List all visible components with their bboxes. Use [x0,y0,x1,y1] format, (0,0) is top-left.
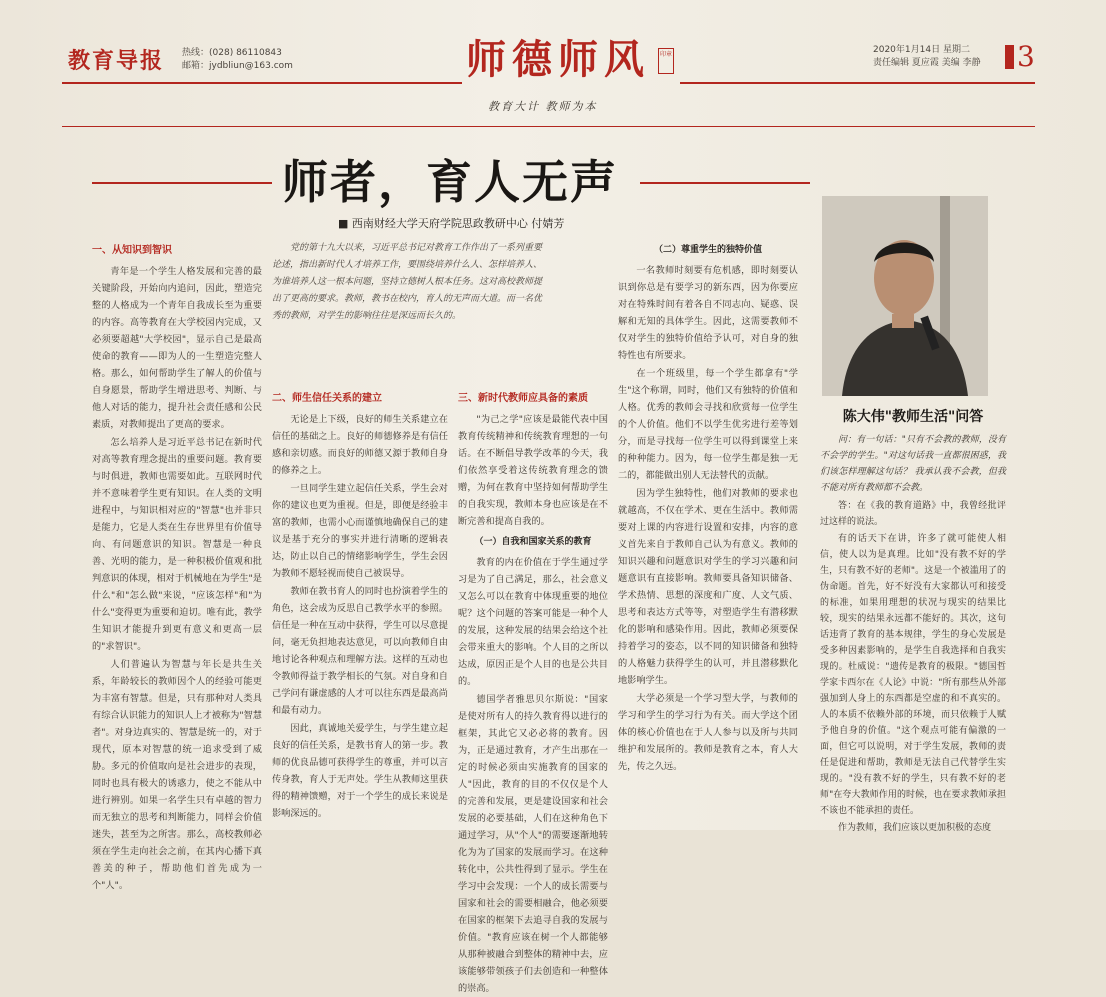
portrait-figure-icon [822,196,988,396]
header-divider [62,126,1035,127]
paragraph: 大学必须是一个学习型大学，与教师的学习和学生的学习行为有关。而大学这个团体的核心价值也在于人人参与以及所与共同维护和发展所的。教师是教育之本，育人大先，传之久远。 [618,693,798,772]
paragraph: 怎么培养人是习近平总书记在新时代对高等教育理念提出的重要问题。教育要与时俱进，教师也需要如此。互联网时代并不意味着学生更有知识。在人类的文明进程中，与知识相对应的"智慧"也并非只是能力，它是人类在生存世界里有价值导向、有问题意识的知识。智慧是一种良善、光明的能力，是一种积极价值观和批判意识的体现，相对于机械地在为学生"是什么"和"怎么做"来说，"应该怎样"和"为什么"变得更为重要和迫切。唯有此，教学生知识才能提升到更有意义和更高一层的"求智识"。 [92,437,262,652]
paragraph: 人们普遍认为智慧与年长是共生关系，年龄较长的教师因个人的经验可能更为丰富有智慧。但是，只有那种对人类具有综合认识能力的知识人上才被称为"智慧者"。对身边真实的、智慧是统一的，对于现代，原本对智慧的统一追求受到了威胁。多元的价值取向是社会进步的表现，同时也具有极大的诱惑力，使之不能从中进行辨别。如果一名学生只有卓越的智力而无独立的思考和判断能力，同样会价值迷失，甚至为之所害。那么，高校教师必须在学生走向社会之前，在其内心播下真善美的种子，帮助他们首先成为一个"人"。 [92,659,262,891]
column-4 [618,238,798,830]
paragraph: 一旦同学生建立起信任关系，学生会对你的建议也更为重视。但是，即便是经验丰富的教师，也需小心而谨慎地确保自己的建议是基于充分的事实并进行清晰的逻辑表达，防止以自己的情绪影响学生，学生会因为教师不愿轻视而使自己被误导。 [272,483,448,579]
paragraph: 在一个班级里，每一个学生都拿有"学生"这个称谓，同时，他们又有独特的价值和人格。优秀的教师会寻找和欣赏每一位学生的个人价值。他们不以学生优劣进行差等划分，而是寻找每一位学生可以得到课堂上来的种种能力。因为，每一位学生都是独一无二的，都能做出别人无法替代的贡献。 [618,368,798,481]
issue-date: 2020年1月14日 星期二 [873,45,970,55]
subsection-heading: （一）自我和国家关系的教育 [474,537,592,547]
article-intro: 党的第十九大以来，习近平总书记对教育工作作出了一系列重要论述，指出新时代人才培养工作，要围绕培养什么人、怎样培养人、为谁培养人这一根本问题，坚持立德树人根本任务。这对高校教师提出了更高的要求。教师，教书在校内，育人的无声而大道。而一名优秀的教师，对学生的影响往往是深远而长久的。 [272,243,543,321]
sidebar-answer: 有的话天下在讲，许多了就可能使人相信，使人以为是真理。比如"没有教不好的学生，只有教不好的老师"。这是一个被滥用了的伪命题。首先，好不好没有大家都认可和接受的标准，如果用理想的状况与现实的结果比较，现实的结果永远都不能好的。其次，这句话违背了教育的基本规律，学生的身心发展是受多种因素影响的，是学生自我选择和自我实现的。杜威说："遗传是教育的极限。"德国哲学家卡西尔在《人论》中说："所有那些从外部强加到人身上的东西都是空虚的和不真实的。人的本质不依赖外部的环境，而只依赖于人赋予他自身的价值。"这个观点可能有偏激的一面，但它可以说明，对于学生发展，教师的责任是促进和帮助，教师是无法自己代替学生实现的。"没有教不好的学生，只有教不好的老师"在夸大教师作用的时候，也在要求教师承担不该也不能承担的责任。 [820,534,1006,816]
sidebar-qa [820,432,1006,837]
section-1-heading: 一、从知识到智识 [92,245,172,256]
seal-stamp: 印章 [658,48,674,74]
paragraph: 因此，真诚地关爱学生，与学生建立起良好的信任关系，是教书育人的第一步。教师的优良品德可获得学生的尊重，并可以言传身教，育人于无声处。学生从教师这里获得的精神馈赠，对于一个学生的成长来说是影响深远的。 [272,723,448,819]
column-2 [272,384,448,830]
column-1 [92,236,262,891]
section-title: 师德师风 [466,36,650,83]
paragraph: 无论是上下级，良好的师生关系建立在信任的基础之上。良好的师德修养是有信任感和亲切感。而良好的师德又源于教师自身的修养之上。 [272,414,448,476]
portrait-photo [822,196,988,396]
article-headline: 师者，育人无声 [282,155,618,209]
contact-info [182,47,293,73]
sidebar-caption: 陈大伟"教师生活"问答 [842,409,984,425]
subsection-heading: （二）尊重学生的独特价值 [653,245,762,255]
paragraph: 教师在教书育人的同时也扮演着学生的角色，这会成为反思自己教学水平的参照。信任是一种在互动中获得，学生可以尽意提问，毫无负担地表达意见，可以向教师自由地讨论各种观点和理解方法。这样的互动也令教师得益于教学相长的气氛。对自身和自己学问有谦虚感的人才可以往东西是最高尚和最有动力。 [272,586,448,716]
page-number [1005,40,1035,73]
issue-info [873,44,981,70]
sidebar-question: 问：有一句话："只有不会教的教师，没有不会学的学生。"对这句话我一直都很困惑，我们该怎样理解这句话？ 我承认我不会教，但我不能对所有教师都不会教。 [820,435,1006,493]
newspaper-brand: 教育导报 [68,48,165,74]
section-2-heading: 二、师生信任关系的建立 [272,393,382,404]
paragraph: 德国学者雅思贝尔斯说："国家是使对所有人的持久教育得以进行的框架，其此它又必必将的教育。因为，正是通过教育，才产生出那在一定的时候必须由实施教育的国家的人"因此，教育的目的不仅仅是个人的完善和发展，更是建设国家和社会发展的必要基础，人们在这种角色下通过学习，从"个人"的需要逐渐地转化为为了国家的发展而学习。在这种转化中，公共性得到了显示。学生在学习中会发现：一个人的成长需要与国家和社会的需要相融合，他必须要在国家的框架下去追寻自我的发展与价值。"教育应该在树一个人都能够从那种被融合到整体的精神中去，应该能够带领孩子们去创造和一种整体的崇高。 [458,694,608,994]
masthead-left [68,44,293,75]
headline-rule-left [92,182,272,184]
sidebar-answer: 答：在《我的教育道路》中，我曾经批评过这样的说法。 [820,501,1006,527]
paragraph: 青年是一个学生人格发展和完善的最关键阶段，开始向内追问，因此，塑造完整的人格成为一个青年自我成长至为重要的内容。高等教育在大学校园内完成，又必须要超越"大学校园"，显示自己是最高使命的教育——即为人的一生塑造完整人格。那么，如何帮助学生了解人的价值与自身愿景，帮助学生增进思考、判断、与他人对话的能力，提升社会责任感和公民素质，对教师提出了更高的要求。 [92,266,262,430]
editors: 责任编辑 夏应霞 美编 李静 [873,58,981,68]
masthead-rule-right [680,82,1035,84]
paragraph: 教育的内在价值在于学生通过学习是为了自己满足，那么，社会意义又怎么可以在教育中体现重要的地位呢？这个问题的答案可能是一种个人的发展，这种发展的结果会给这个社会带来重大的影响。个人目的之所以达成，原因正是个人目的也是公共目的。 [458,557,608,687]
page-tag [1005,45,1014,69]
email: 邮箱：jydbliun@163.com [182,60,293,71]
page-digit: 3 [1017,40,1035,73]
masthead-rule-left [62,82,462,84]
paragraph: 一名教师时刻要有危机感，即时刻要认识到你总是有要学习的新东西，因为你要应对在特殊时间有着各自不同志向、疑惑、误解和无知的具体学生。因此，这需要教师不仅对学生的独特价值给予认可，对自身的独特性也有所要求。 [618,265,798,361]
article-byline: ■ 西南财经大学天府学院思政教研中心 付婧芳 [338,217,565,230]
column-3 [458,384,608,994]
section-3-heading: 三、新时代教师应具备的素质 [458,393,588,404]
sidebar-answer: 作为教师，我们应该以更加积极的态度 [838,823,992,833]
paragraph: 因为学生独特性，他们对教师的要求也就越高，不仅在学术、更在生活中。教师需要对上课的内容进行设置和安排，内容的意义首先来自于教师自己认为有意义。教师的知识兴趣和问题意识对学生的学习兴趣和问题意识有直接影响。教师要具备知识储备、学术热情、思想的深度和广度、人文气质、思考和表达方式等等，对塑造学生有潜移默化的影响和感染作用。因此，教师必须要保持着学习的姿态，以不同的知识储备和独特的人格魅力获得学生的认可，并且潜移默化地影响学生。 [618,488,798,686]
hotline: 热线：(028) 86110843 [182,47,282,58]
headline-rule-right [640,182,810,184]
section-slogan: 教育大计 教师为本 [488,100,598,113]
paragraph: "为己之学"应该是最能代表中国教育传统精神和传统教育理想的一句话。在不断倡导教学改革的今天，我们依然享受着这传统教育理念的馈赠，为何在教育中坚持如何帮助学生的自我实现，教师本身也应该是在不断完善和提高自我的。 [458,414,608,527]
